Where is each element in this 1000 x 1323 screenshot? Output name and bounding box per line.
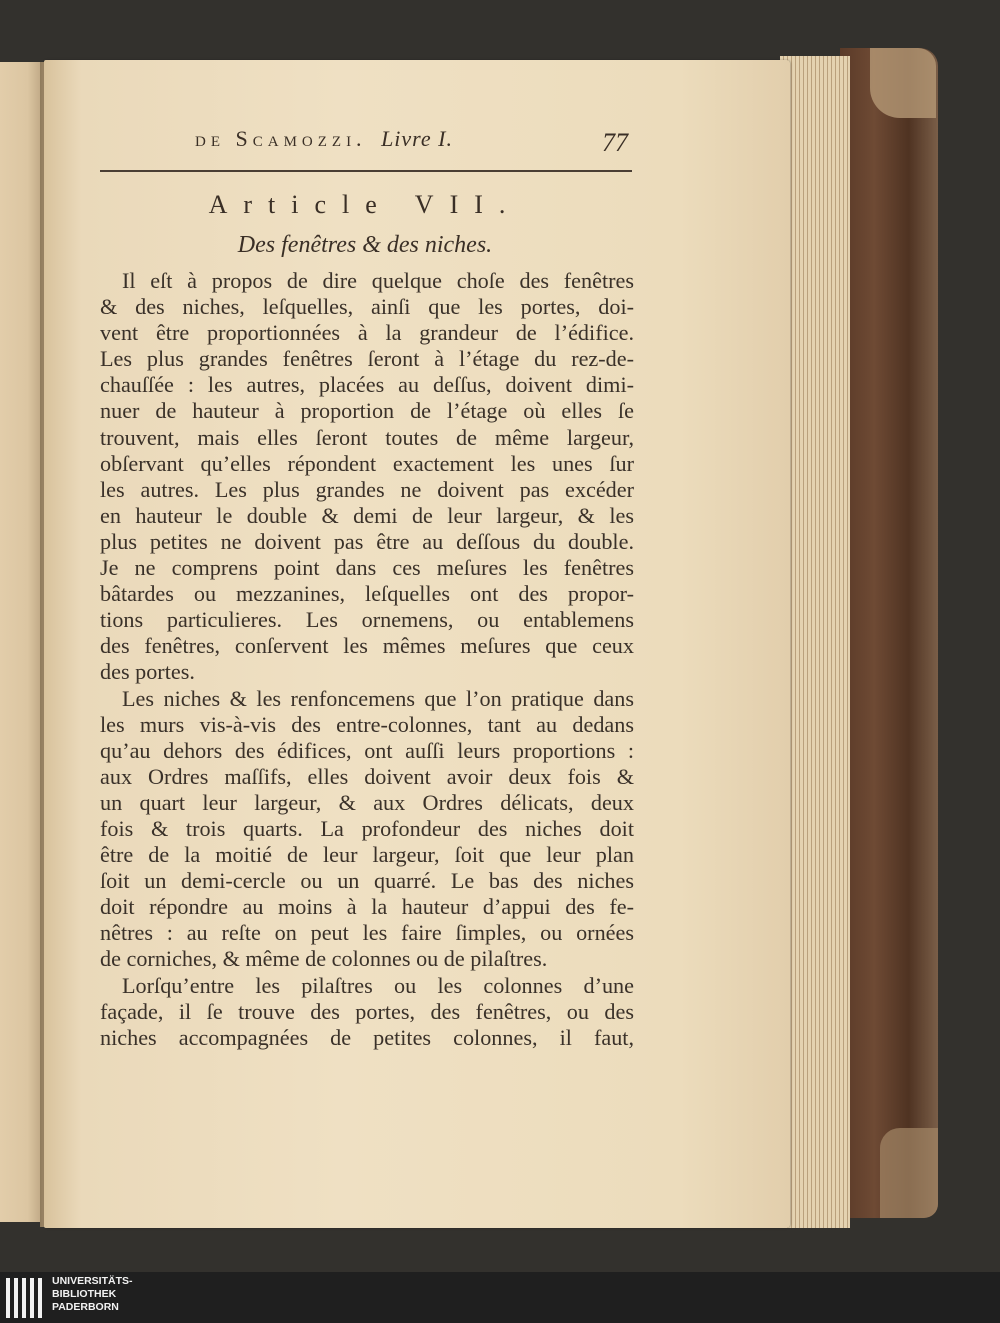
library-logo-text [52,1275,172,1319]
body-text [100,268,634,1051]
text-line: nuer de hauteur à proportion de l’étage où elles ſe [100,398,634,424]
text-line: des fenêtres, conſervent les mêmes meſures que ceux [100,633,634,659]
logo-line: PADERBORN [52,1301,119,1313]
text-line: chauſſée : les autres, placées au deſſus, doivent dimi- [100,372,634,398]
text-line: les murs vis-à-vis des entre-colonnes, tant au dedans [100,711,634,737]
text-line: niches accompagnées de petites colonnes, il faut, [100,1024,634,1050]
page-edges [780,56,850,1228]
text-line: Les plus grandes fenêtres ſeront à l’étage du rez-de- [100,346,634,372]
page-number: 77 [602,128,628,157]
text-line: bâtardes ou mezzanines, leſquelles ont des propor- [100,581,634,607]
text-line: fois & trois quarts. La profondeur des niches doit [100,815,634,841]
cover-wear [880,1128,938,1218]
text-line: être de la moitié de leur largeur, ſoit que leur plan [100,842,634,868]
text-line: qu’au dehors des édifices, ont auſſi leurs proportions : [100,737,634,763]
text-line: ſoit un demi-cercle ou un quarré. Le bas des niches [100,868,634,894]
logo-line: BIBLIOTHEK [52,1288,117,1300]
text-line: nêtres : au reſte on peut les faire ſimples, ou ornées [100,920,634,946]
text-line: un quart leur largeur, & aux Ordres délicats, deux [100,789,634,815]
text-line: doit répondre au moins à la hauteur d’appui des fe- [100,894,634,920]
logo-line: UNIVERSITÄTS- [52,1275,133,1287]
text-line: tions particulieres. Les ornemens, ou entablemens [100,607,634,633]
library-logo-icon [6,1278,46,1318]
header-rule [100,170,632,172]
footer-bar [0,1272,1000,1323]
text-line: Lorſqu’entre les pilaſtres ou les colonnes d’une [122,972,634,998]
book-number: Livre I. [381,126,454,151]
text-line: plus petites ne doivent pas être au deſſous du double. [100,528,634,554]
running-title: de Scamozzi. [195,126,367,151]
cover-wear [870,48,936,118]
text-line: en hauteur le double & demi de leur largeur, & les [100,502,634,528]
text-line: Je ne comprens point dans ces meſures les fenêtres [100,555,634,581]
text-line: des portes. [100,659,195,685]
running-head [195,126,535,160]
text-line: aux Ordres maſſifs, elles doivent avoir deux fois & [100,763,634,789]
article-heading: Article VII. [208,190,522,219]
text-line: obſervant qu’elles répondent exactement les unes ſur [100,450,634,476]
article-subtitle: Des fenêtres & des niches. [237,232,493,258]
text-line: les autres. Les plus grandes ne doivent pas excéder [100,476,634,502]
text-line: Il eſt à propos de dire quelque choſe des fenêtres [122,268,634,293]
text-line: & des niches, leſquelles, ainſi que les portes, doi- [100,294,634,320]
text-line: façade, il ſe trouve des portes, des fenêtres, ou des [100,998,634,1024]
text-line: vent être proportionnées à la grandeur de l’édifice. [100,320,634,346]
text-line: trouvent, mais elles ſeront toutes de même largeur, [100,424,634,450]
text-line: de corniches, & même de colonnes ou de pilaſtres. [100,946,548,972]
text-line: Les niches & les renfoncemens que l’on pratique dans [122,685,634,711]
book-cover [840,48,938,1218]
